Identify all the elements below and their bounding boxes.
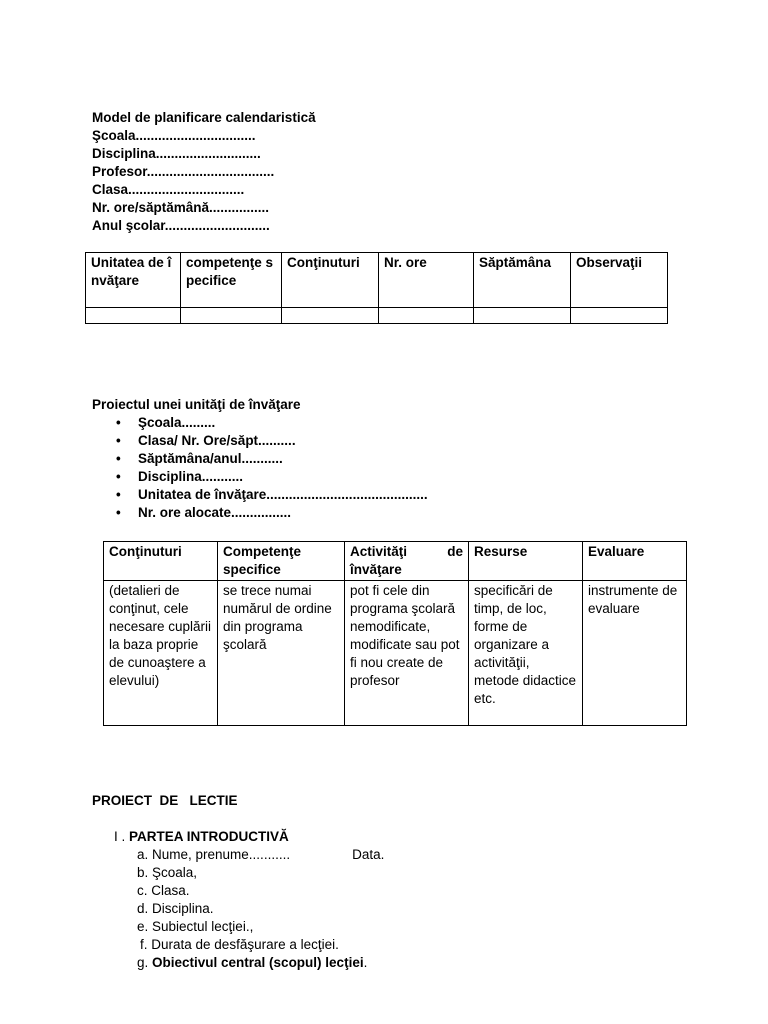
table-header-cell: competenţe specifice (181, 253, 282, 308)
table-cell: instrumente de evaluare (583, 581, 687, 726)
item-extra: Data. (352, 847, 385, 862)
table-header-cell: Competenţe specifice (218, 542, 345, 581)
list-item: • Săptămâna/anul........... (92, 450, 428, 468)
table-header-cell: Evaluare (583, 542, 687, 581)
unit-project-table (103, 541, 687, 726)
table-header-cell: Unitatea de învăţare (86, 253, 181, 308)
plan-field-year: Anul şcolar............................ (92, 218, 270, 233)
list-item: • Nr. ore alocate................ (92, 504, 428, 522)
plan-field-hours: Nr. ore/săptămână................ (92, 200, 270, 215)
table-cell (282, 308, 379, 324)
plan-header (92, 109, 316, 235)
table-cell (571, 308, 668, 324)
list-item: • Disciplina........... (92, 468, 428, 486)
lesson-title: PROIECT DE LECTIE (92, 793, 238, 808)
unit-section (92, 396, 428, 522)
table-cell: pot fi cele din programa şcolară nemodificate, modificate sau pot fi nou create de profesor (345, 581, 469, 726)
table-cell (474, 308, 571, 324)
plan-field-school: Şcoala................................ (92, 128, 256, 143)
lesson-section (92, 792, 732, 972)
plan-field-class: Clasa............................... (92, 182, 245, 197)
item-text: Disciplina. (152, 901, 214, 916)
list-item (137, 882, 732, 900)
item-text: Clasa. (151, 883, 190, 898)
item-text: Durata de desfăşurare a lecţiei. (151, 937, 339, 952)
lesson-items (92, 846, 732, 972)
table-cell (379, 308, 474, 324)
list-item: • Unitatea de învăţare........................................... (92, 486, 428, 504)
table-header-row (86, 253, 668, 308)
table-row (104, 581, 687, 726)
part-number: I . (114, 829, 130, 844)
table-header-cell: Resurse (469, 542, 583, 581)
item-prefix: f. (140, 937, 152, 952)
calendar-plan-table (85, 252, 668, 324)
plan-title: Model de planificare calendaristică (92, 110, 316, 125)
list-item (137, 954, 732, 972)
table-header-cell: Conţinuturi (104, 542, 218, 581)
item-prefix: d. (137, 901, 153, 916)
item-prefix: g. (137, 955, 153, 970)
lesson-part-heading (92, 828, 732, 846)
table-header-cell: Nr. ore (379, 253, 474, 308)
table-header-cell: Activităţi de învăţare (345, 542, 469, 581)
table-header-cell: Conţinuturi (282, 253, 379, 308)
list-item (137, 900, 732, 918)
part-title: PARTEA INTRODUCTIVĂ (129, 829, 289, 844)
item-text: Şcoala, (152, 865, 198, 880)
table-cell: (detalieri de conţinut, cele necesare cuplării la baza proprie de cunoaştere a elevului) (104, 581, 218, 726)
table-cell (181, 308, 282, 324)
item-prefix: c. (137, 883, 152, 898)
plan-field-discipline: Disciplina............................ (92, 146, 261, 161)
table-header-row (104, 542, 687, 581)
list-item: • Clasa/ Nr. Ore/săpt.......... (92, 432, 428, 450)
unit-title: Proiectul unei unităţi de învăţare (92, 397, 301, 412)
table-cell: specificări de timp, de loc, forme de organizare a activităţii, metode didactice etc. (469, 581, 583, 726)
item-prefix: e. (137, 919, 153, 934)
table-header-cell: Observaţii (571, 253, 668, 308)
table-row (86, 308, 668, 324)
unit-list (92, 414, 428, 522)
item-text: Subiectul lecţiei., (152, 919, 254, 934)
item-text: Obiectivul central (scopul) lecţiei (152, 955, 364, 970)
list-item: • Şcoala......... (92, 414, 428, 432)
list-item (137, 846, 732, 864)
list-item (137, 936, 732, 954)
plan-field-teacher: Profesor.................................. (92, 164, 275, 179)
table-cell: se trece numai numărul de ordine din programa şcolară (218, 581, 345, 726)
item-suffix: . (363, 955, 368, 970)
item-prefix: a. (137, 847, 153, 862)
item-prefix: b. (137, 865, 153, 880)
table-header-cell: Săptămâna (474, 253, 571, 308)
list-item (137, 918, 732, 936)
table-cell (86, 308, 181, 324)
item-text: Nume, prenume........... (152, 847, 291, 862)
list-item (137, 864, 732, 882)
